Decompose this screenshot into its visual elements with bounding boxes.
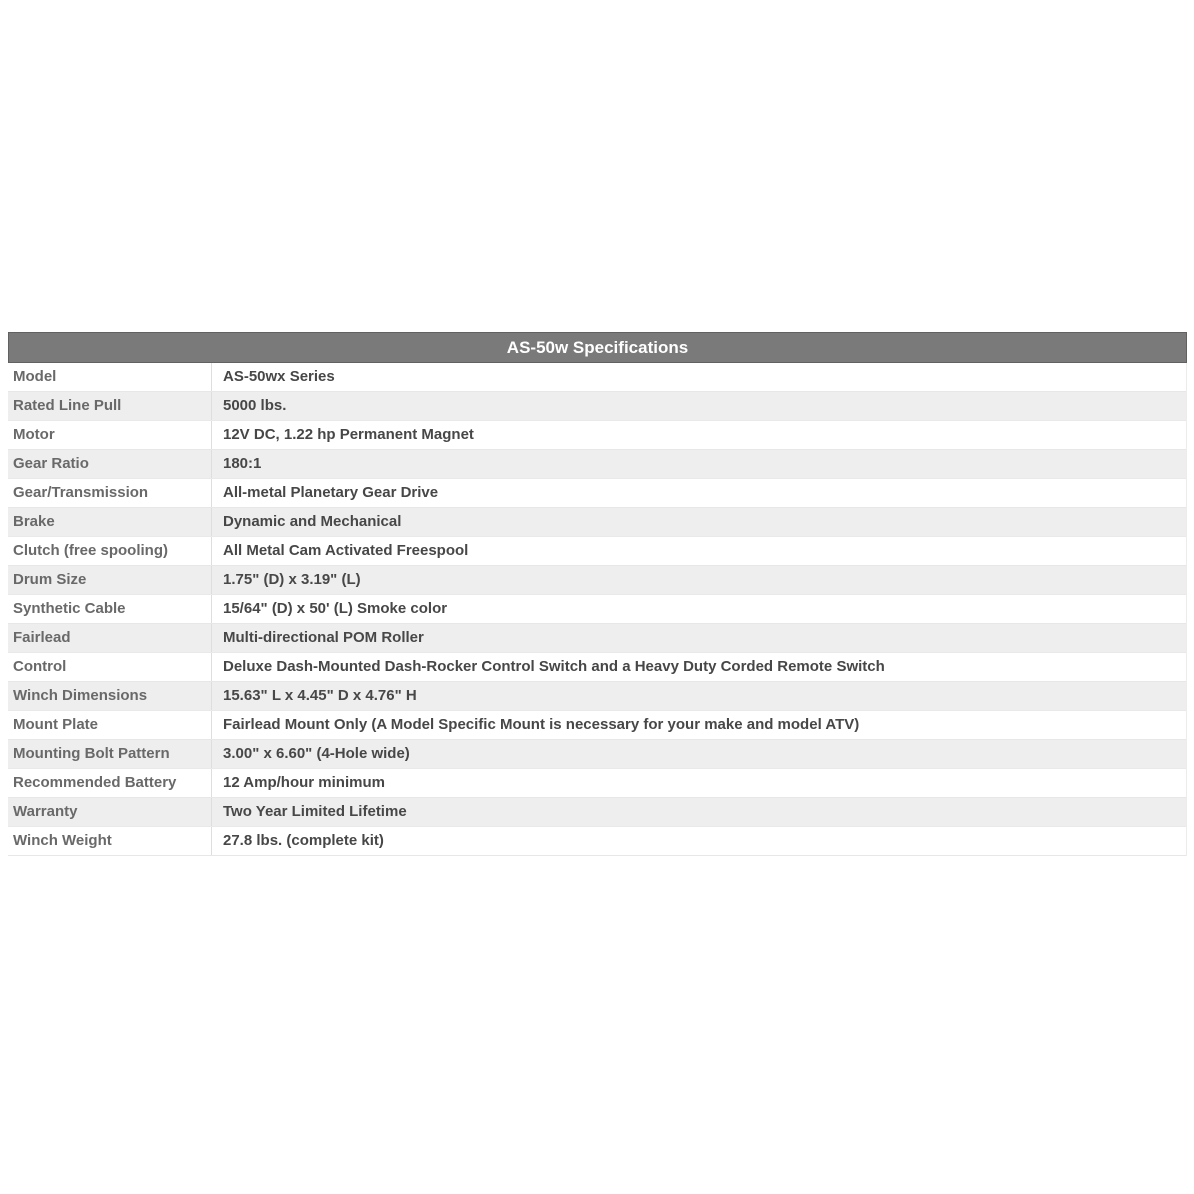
- spec-label: Rated Line Pull: [13, 397, 122, 414]
- spec-label: Recommended Battery: [13, 774, 177, 791]
- spec-label: Synthetic Cable: [13, 600, 126, 617]
- spec-label: Control: [13, 658, 67, 675]
- spec-value: 15.63" L x 4.45" D x 4.76" H: [211, 682, 1186, 710]
- spec-value: AS-50wx Series: [211, 363, 1186, 391]
- spec-value: 15/64" (D) x 50' (L) Smoke color: [211, 595, 1186, 623]
- spec-value: 1.75" (D) x 3.19" (L): [211, 566, 1186, 594]
- spec-label: Gear/Transmission: [13, 484, 149, 501]
- table-title: AS-50w Specifications: [8, 332, 1187, 363]
- table-row: [8, 653, 1186, 682]
- spec-label: Drum Size: [13, 571, 87, 588]
- spec-value: Two Year Limited Lifetime: [211, 798, 1186, 826]
- spec-value: 27.8 lbs. (complete kit): [211, 827, 1186, 855]
- spec-value: 180:1: [211, 450, 1186, 478]
- spec-value: 3.00" x 6.60" (4-Hole wide): [211, 740, 1186, 768]
- spec-value: 12 Amp/hour minimum: [211, 769, 1186, 797]
- table-row: [8, 624, 1186, 653]
- spec-value: All Metal Cam Activated Freespool: [211, 537, 1186, 565]
- table-row: [8, 363, 1186, 392]
- spec-value: Dynamic and Mechanical: [211, 508, 1186, 536]
- spec-label: Model: [13, 368, 57, 385]
- spec-value: Deluxe Dash-Mounted Dash-Rocker Control Switch and a Heavy Duty Corded Remote Switch: [211, 653, 1186, 681]
- table-row: [8, 566, 1186, 595]
- table-row: [8, 711, 1186, 740]
- table-row: [8, 769, 1186, 798]
- table-rows-container: [8, 363, 1187, 856]
- spec-label: Motor: [13, 426, 55, 443]
- table-row: [8, 682, 1186, 711]
- table-row: [8, 595, 1186, 624]
- spec-label: Winch Weight: [13, 832, 112, 849]
- spec-value: All-metal Planetary Gear Drive: [211, 479, 1186, 507]
- spec-value: Multi-directional POM Roller: [211, 624, 1186, 652]
- table-row: [8, 450, 1186, 479]
- spec-label: Fairlead: [13, 629, 71, 646]
- spec-value: 12V DC, 1.22 hp Permanent Magnet: [211, 421, 1186, 449]
- spec-label: Clutch (free spooling): [13, 542, 168, 559]
- spec-label: Mount Plate: [13, 716, 98, 733]
- table-row: [8, 421, 1186, 450]
- spec-label: Winch Dimensions: [13, 687, 148, 704]
- table-row: [8, 798, 1186, 827]
- table-row: [8, 479, 1186, 508]
- specifications-table: [8, 332, 1187, 856]
- spec-value: 5000 lbs.: [211, 392, 1186, 420]
- table-row: [8, 508, 1186, 537]
- spec-value: Fairlead Mount Only (A Model Specific Mount is necessary for your make and model ATV): [211, 711, 1186, 739]
- table-row: [8, 740, 1186, 769]
- spec-label: Warranty: [13, 803, 78, 820]
- spec-label: Brake: [13, 513, 55, 530]
- spec-label: Mounting Bolt Pattern: [13, 745, 170, 762]
- table-row: [8, 827, 1186, 856]
- table-row: [8, 392, 1186, 421]
- spec-label: Gear Ratio: [13, 455, 89, 472]
- table-row: [8, 537, 1186, 566]
